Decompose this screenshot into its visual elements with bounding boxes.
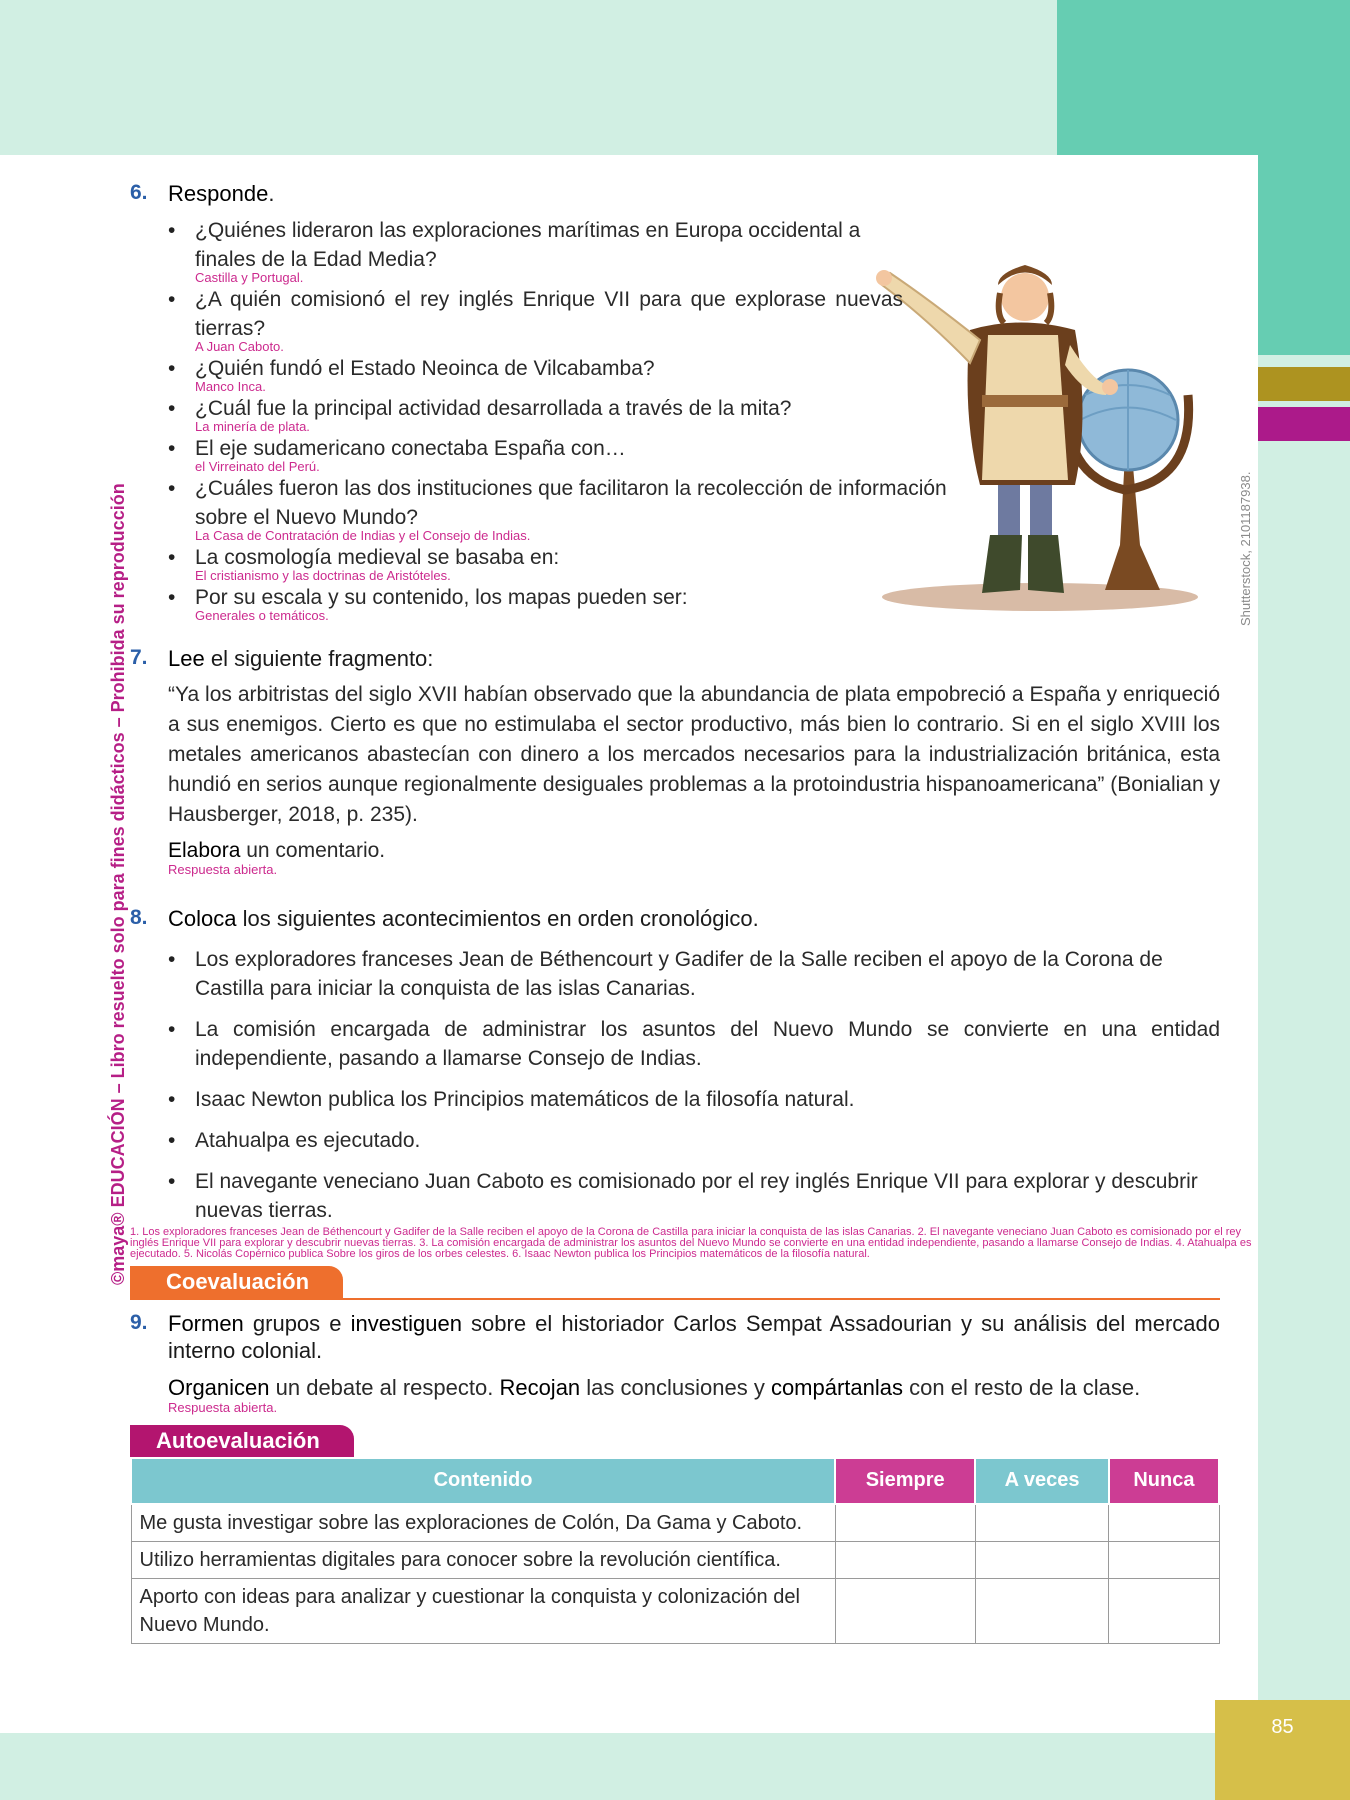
header-a-veces: A veces — [975, 1458, 1108, 1504]
header-siempre: Siempre — [835, 1458, 975, 1504]
checkbox-cell[interactable] — [835, 1504, 975, 1542]
answer-text: Castilla y Portugal. — [195, 269, 304, 285]
task-verb: Elabora — [168, 839, 241, 862]
answer-text: El cristianismo y las doctrinas de Aristóteles. — [195, 567, 451, 583]
list-item: • Atahualpa es ejecutado. — [168, 1126, 1220, 1155]
question-item: ¿Quién fundó el Estado Neoinca de Vilcabamba? — [195, 356, 655, 380]
list-item — [168, 216, 903, 285]
question-item: La cosmología medieval se basaba en: — [195, 545, 560, 569]
question-7 — [130, 645, 1220, 878]
question-text: el siguiente fragmento: — [204, 645, 434, 671]
question-number: 9. — [130, 1310, 148, 1334]
question-number: 7. — [130, 645, 148, 669]
question-item: ¿Quiénes lideraron las exploraciones marítimas en Europa occidental a finales de la Edad Media? — [195, 218, 861, 271]
question-verb: Coloca — [168, 906, 237, 931]
checkbox-cell[interactable] — [835, 1541, 975, 1578]
question-text: los siguientes acontecimientos en orden cronológico. — [236, 906, 759, 931]
row-content: Me gusta investigar sobre las exploraciones de Colón, Da Gama y Caboto. — [131, 1504, 835, 1542]
right-teal-strip — [1258, 155, 1350, 355]
image-credit: Shutterstock, 2101187938. — [1238, 471, 1253, 626]
question-item: ¿Cuáles fueron las dos instituciones que facilitaron la recolección de información sobre el Nuevo Mundo? — [195, 476, 947, 529]
answer-text: Manco Inca. — [195, 378, 266, 394]
checkbox-cell[interactable] — [835, 1578, 975, 1643]
list-item: • La comisión encargada de administrar los asuntos del Nuevo Mundo se convierte en una entidad independiente, pasando a llamarse Consejo de Indias. — [168, 1015, 1220, 1073]
answer-text: La Casa de Contratación de Indias y el Consejo de Indias. — [195, 527, 531, 543]
header-teal-block — [1057, 0, 1350, 155]
table-row — [131, 1541, 1219, 1578]
checkbox-cell[interactable] — [1109, 1541, 1219, 1578]
question-item: Por su escala y su contenido, los mapas pueden ser: — [195, 585, 688, 609]
question-verb: investiguen — [350, 1310, 462, 1336]
coevaluation-tab: Coevaluación — [130, 1266, 343, 1298]
question-6 — [130, 180, 1220, 623]
list-item: • Isaac Newton publica los Principios matemáticos de la filosofía natural. — [168, 1085, 1220, 1114]
task-verb: Recojan — [499, 1374, 581, 1400]
row-content: Utilizo herramientas digitales para conocer sobre la revolución científica. — [131, 1541, 835, 1578]
task-text: las conclusiones y — [580, 1374, 771, 1400]
autoevaluation-section — [130, 1425, 1220, 1644]
task-text: un comentario. — [240, 839, 386, 862]
answer-text: Respuesta abierta. — [168, 1399, 278, 1415]
list-item — [168, 474, 1000, 543]
question-item: ¿Cuál fue la principal actividad desarrollada a través de la mita? — [195, 396, 792, 420]
list-item — [168, 354, 903, 394]
autoevaluation-table — [130, 1457, 1220, 1644]
answer-text: A Juan Caboto. — [195, 338, 284, 354]
table-row — [131, 1504, 1219, 1542]
table-header-row — [131, 1458, 1219, 1504]
task-verb: Organicen — [168, 1374, 270, 1400]
page-number: 85 — [1215, 1700, 1350, 1800]
question-text: grupos e — [243, 1310, 351, 1336]
header-nunca: Nunca — [1109, 1458, 1219, 1504]
question-text: sobre el historiador Carlos Sempat Assadourian y su análisis del mercado interno colonial. — [168, 1310, 1221, 1363]
checkbox-cell[interactable] — [1109, 1578, 1219, 1643]
task-text: con el resto de la clase. — [903, 1374, 1141, 1400]
question-number: 8. — [130, 906, 148, 929]
list-item — [168, 543, 903, 583]
footer-band — [0, 1733, 1350, 1800]
question-text: . — [268, 181, 275, 206]
question-number: 6. — [130, 181, 148, 204]
right-magenta-strip — [1258, 407, 1350, 441]
copyright-side-note: ©maya® EDUCACIÓN – Libro resuelto solo para fines didácticos – Prohibida su reproducción — [108, 483, 128, 1285]
row-content: Aporto con ideas para analizar y cuestionar la conquista y colonización del Nuevo Mundo. — [131, 1578, 835, 1643]
task-verb: compártanlas — [770, 1374, 904, 1400]
question-item: El eje sudamericano conectaba España con… — [195, 436, 626, 460]
table-row — [131, 1578, 1219, 1643]
task-text: un debate al respecto. — [269, 1374, 500, 1400]
answer-text: el Virreinato del Perú. — [195, 458, 320, 474]
quote-paragraph: “Ya los arbitristas del siglo XVII habían observado que la abundancia de plata empobreció a España y enriqueció a sus enemigos. Cierto es que no estimulaba el sector productivo, más bien lo contrario. Si en el siglo XVIII los metales americanos abastecían con dinero a los mercados necesarios para la industrialización británica, esta hundió en serios aunque regionalmente desiguales problemas a la protoindustria hispanoamericana” (Bonialian y Hausberger, 2018, p. 235). — [168, 683, 1220, 826]
list-item — [168, 394, 903, 434]
answer-text: 1. Los exploradores franceses Jean de Béthencourt y Gadifer de la Salle reciben el apoyo de la Corona de Castilla para iniciar la conquista de las islas Canarias. 2. El navegante veneciano Juan Caboto es comisionado por el rey inglés Enrique VII para explorar y descubrir nuevas tierras. 3. La comisión encargada de administrar los asuntos del Nuevo Mundo se convierte en una entidad independiente, pasando a llamarse Consejo de Indias. 4. Atahualpa es ejecutado. 5. Nicolás Copérnico publica Sobre los giros de los orbes celestes. 6. Isaac Newton publica los Principios matemáticos de la filosofía natural. — [130, 1225, 1252, 1260]
list-item — [168, 434, 903, 474]
question-8 — [130, 905, 1252, 1260]
question-verb: Responde — [168, 181, 269, 206]
list-item: • El navegante veneciano Juan Caboto es comisionado por el rey inglés Enrique VII para explorar y descubrir nuevas tierras. — [168, 1167, 1220, 1225]
question-verb: Lee — [168, 645, 205, 671]
events-list — [130, 945, 1220, 1225]
question-verb: Formen — [168, 1310, 244, 1336]
answer-text: Respuesta abierta. — [168, 862, 278, 877]
checkbox-cell[interactable] — [975, 1504, 1108, 1542]
autoevaluation-tab: Autoevaluación — [130, 1425, 354, 1457]
checkbox-cell[interactable] — [975, 1541, 1108, 1578]
question-item: ¿A quién comisionó el rey inglés Enrique VII para que explorase nuevas tierras? — [195, 287, 903, 340]
list-item — [168, 285, 903, 354]
list-item — [168, 583, 903, 623]
question-list — [130, 216, 947, 623]
list-item: • Los exploradores franceses Jean de Béthencourt y Gadifer de la Salle reciben el apoyo de la Corona de Castilla para iniciar la conquista de las islas Canarias. — [168, 945, 1220, 1003]
answer-text: Generales o temáticos. — [195, 607, 329, 623]
checkbox-cell[interactable] — [975, 1578, 1108, 1643]
question-9 — [130, 1310, 1220, 1415]
coevaluation-section — [130, 1266, 1220, 1300]
answer-text: La minería de plata. — [195, 418, 310, 434]
header-contenido: Contenido — [131, 1458, 835, 1504]
checkbox-cell[interactable] — [1109, 1504, 1219, 1542]
right-gold-strip — [1258, 367, 1350, 401]
